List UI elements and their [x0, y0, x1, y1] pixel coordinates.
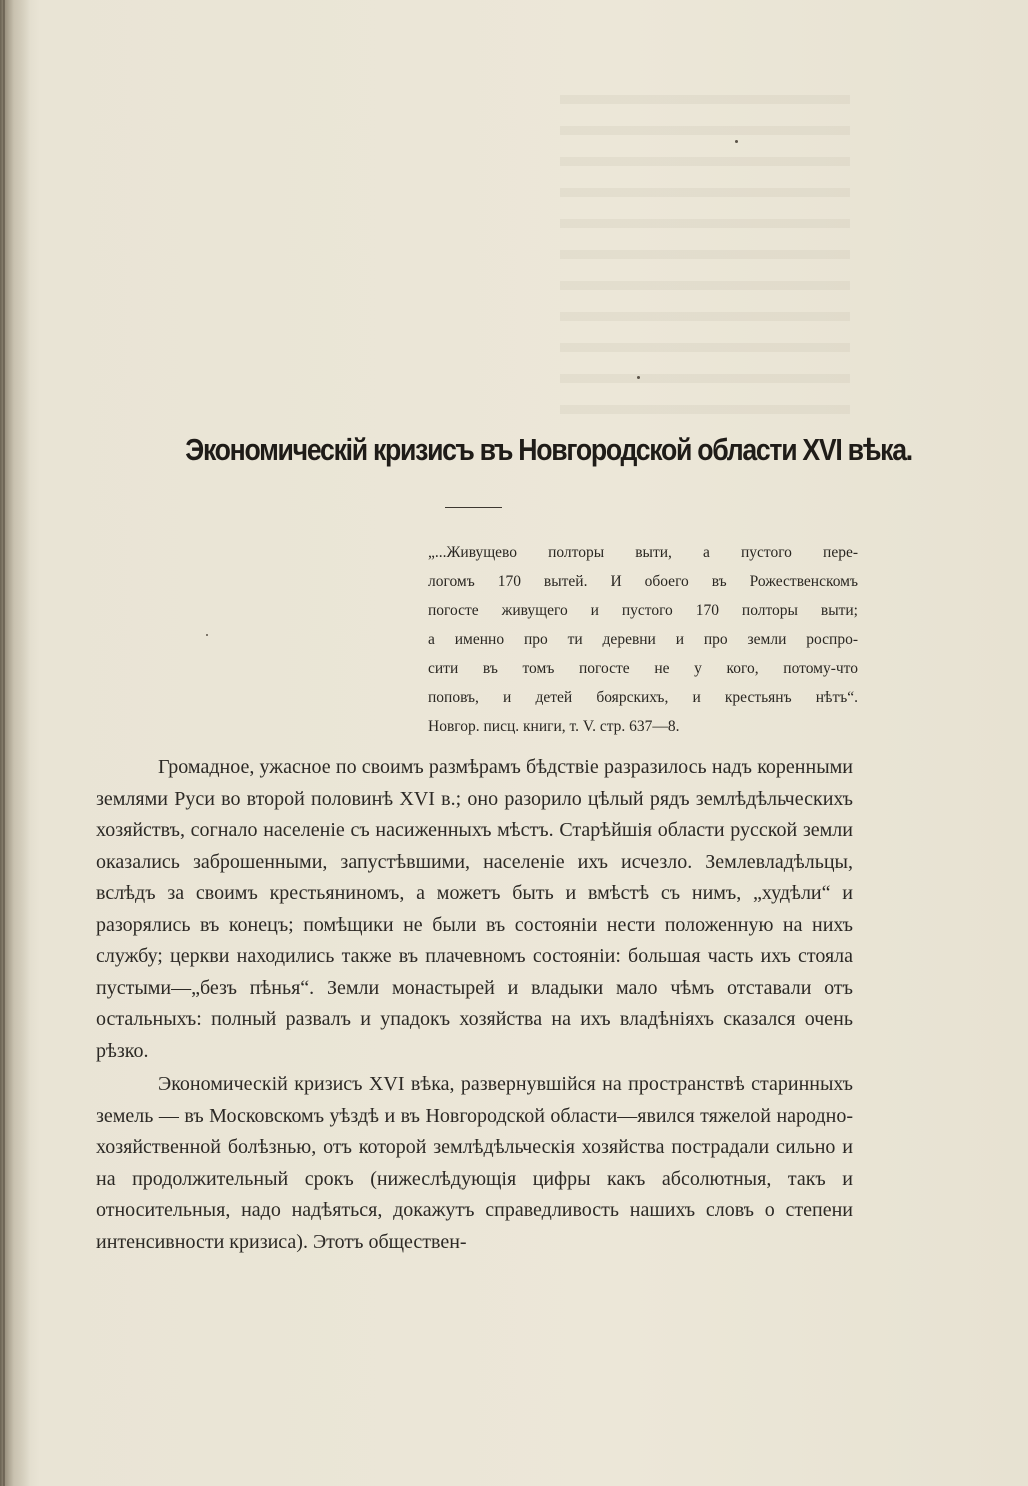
epigraph-line: а именно про ти деревни и про земли роспро- — [428, 631, 858, 648]
bleed-through-text — [560, 95, 850, 425]
speck-mark — [206, 634, 208, 636]
epigraph-source: Новгор. писц. книги, т. V. стр. 637—8. — [428, 718, 680, 735]
epigraph-line: „...Живущево полторы выти, а пустого пере- — [428, 544, 858, 561]
paragraph: Экономическій кризисъ XVI вѣка, развернувшійся на пространствѣ старинныхъ земель — въ Московскомъ уѣздѣ и въ Новгородской области—явился тяжелой народно-хозяйственной болѣзнью, отъ которой землѣдѣльческія хозяйства пострадали сильно и на продолжительный срокъ (нижеслѣдующія цифры какъ абсолютныя, такъ и относительныя, надо надѣяться, докажутъ справедливость нашихъ словъ о степени интенсивности кризиса). Этотъ обществен- — [96, 1073, 853, 1253]
epigraph-line: поповъ, и детей боярскихъ, и крестьянъ нѣтъ“. — [428, 689, 858, 706]
article-title: Экономическій кризисъ въ Новгородской области XVI вѣка. — [185, 432, 912, 467]
epigraph-line: сити въ томъ погосте не у кого, потому-что — [428, 660, 858, 677]
epigraph-line: логомъ 170 вытей. И обоего въ Рожественскомъ — [428, 573, 858, 590]
speck-mark — [637, 376, 640, 379]
speck-mark — [735, 140, 738, 143]
article-body — [96, 752, 853, 1258]
epigraph-line: погосте живущего и пустого 170 полторы выти; — [428, 602, 858, 619]
title-divider — [445, 507, 502, 508]
page-binding-edge — [3, 0, 5, 1486]
paragraph: Громадное, ужасное по своимъ размѣрамъ бѣдствіе разразилось надъ коренными землями Руси во второй половинѣ XVI в.; оно разорило цѣлый рядъ землѣдѣльческихъ хозяйствъ, согнало населеніе съ насиженныхъ мѣстъ. Старѣйшія области русской земли оказались заброшенными, запустѣвшими, населеніе ихъ исчезло. Землевладѣльцы, вслѣдъ за своимъ крестьяниномъ, а можетъ быть и вмѣстѣ съ нимъ, „худѣли“ и разорялись въ конецъ; помѣщики не были въ состояніи нести положенную на нихъ службу; церкви находились также въ плачевномъ состояніи: большая часть ихъ стояла пустыми—„безъ пѣнья“. Земли монастырей и владыки мало чѣмъ отставали отъ остальныхъ: полный развалъ и упадокъ хозяйства на ихъ владѣніяхъ сказался очень рѣзко. — [96, 756, 853, 1062]
epigraph-quote — [428, 538, 858, 741]
